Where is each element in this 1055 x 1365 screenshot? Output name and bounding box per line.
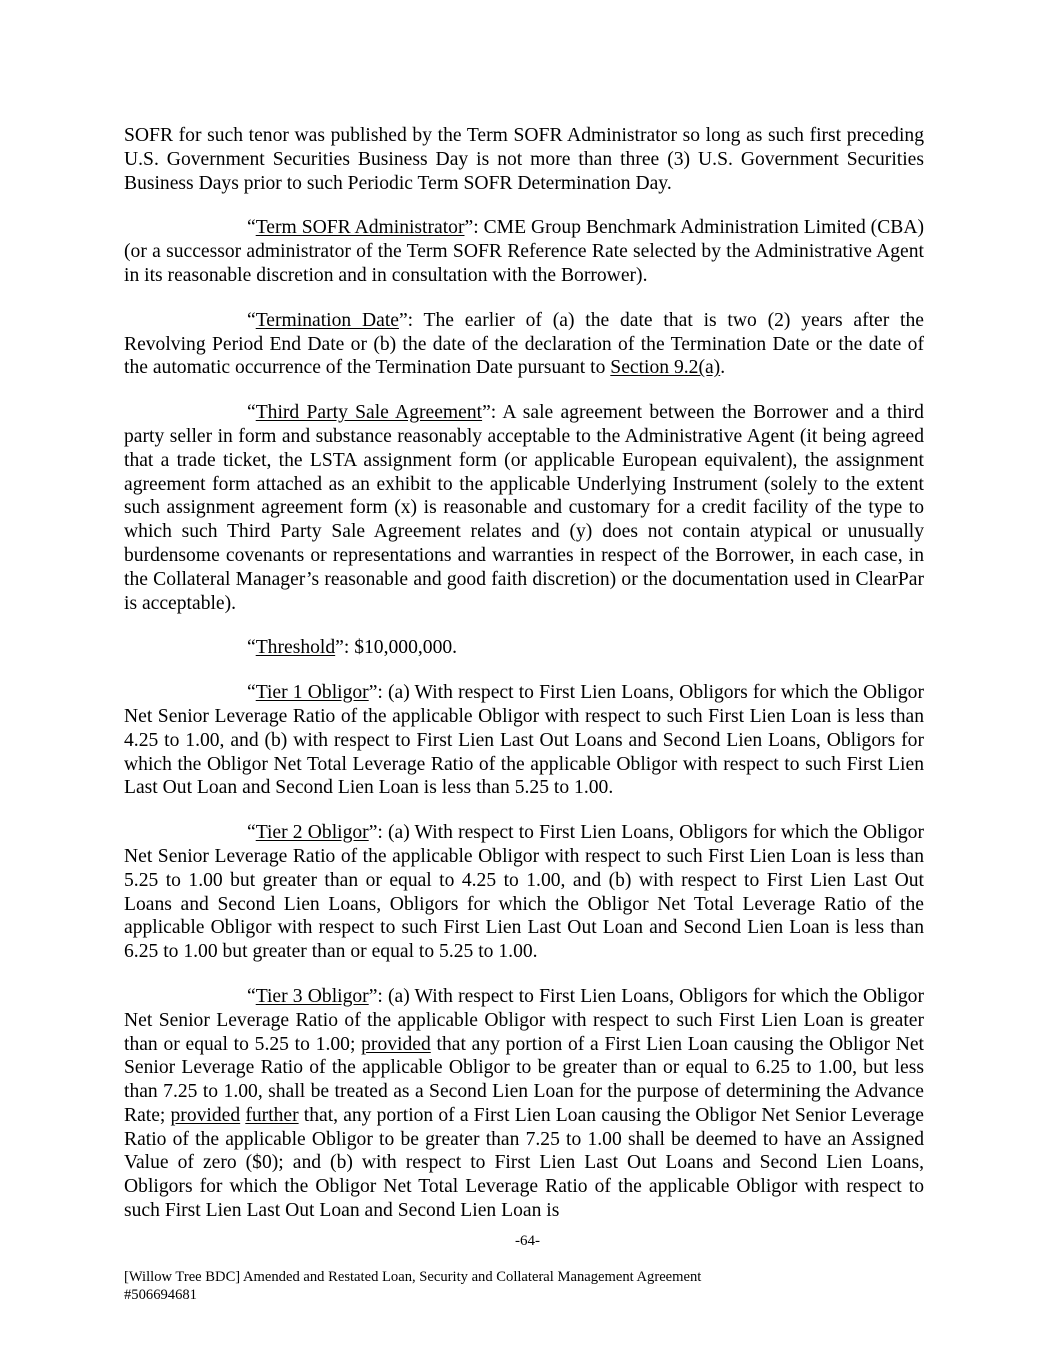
definition-term-sofr-administrator — [124, 216, 924, 287]
text-segment: ”: The earlier of (a) the date that is two (2) years after the Revolving Period End Date or (b) the date of the declaration of the Termination Date or the date of the automatic occurrence of the Termination Date pursuant to — [124, 309, 924, 379]
text-segment: ”: A sale agreement between the Borrower and a third party seller in form and substance reasonably acceptable to the Administrative Agent (it being agreed that a trade ticket, the LSTA assignment form (or applicable European equivalent), the assignment agreement form attached as an exhibit to the applicable Underlying Instrument (solely to the extent such assignment agreement form (x) is reasonable and customary for a credit facility of the type to which such Third Party Sale Agreement relates and (y) does not contain atypical or unusually burdensome covenants or representations and warranties in respect of the Borrower, in each case, in the Collateral Manager’s reasonable and good faith discretion) or the documentation used in ClearPar is acceptable). — [124, 402, 924, 614]
text-segment: “ — [247, 822, 256, 844]
text-segment: ”: $10,000,000. — [335, 637, 458, 659]
text-segment: “ — [247, 217, 256, 239]
text-segment: . — [720, 357, 726, 379]
text-segment: ”: (a) With respect to First Lien Loans, Obligors for which the Obligor Net Senior Leverage Ratio of the applicable Obligor with respect to such First Lien Loan is greater than or equal to 5.25 to 1.00; — [124, 985, 924, 1055]
definition-threshold — [124, 636, 924, 660]
document-footer — [124, 1268, 924, 1304]
emphasis-provided: provided — [361, 1033, 431, 1055]
footer-title: [Willow Tree BDC] Amended and Restated Loan, Security and Collateral Management Agreement — [124, 1269, 702, 1285]
text-segment: that any portion of a First Lien Loan causing the Obligor Net Senior Leverage Ratio of the applicable Obligor to be greater than or equal to 6.25 to 1.00, but less than 7.25 to 1.00, shall be treated as a Second Lien Loan for the purpose of determining the Advance Rate; — [124, 1033, 924, 1126]
text-segment: “ — [247, 682, 256, 704]
paragraph-sofr-continuation — [124, 124, 924, 195]
emphasis-provided: provided — [170, 1104, 241, 1126]
section-reference: Section 9.2(a) — [610, 357, 721, 379]
emphasis-further: further — [245, 1104, 299, 1126]
text-segment: ”: (a) With respect to First Lien Loans, Obligors for which the Obligor Net Senior Leverage Ratio of the applicable Obligor with respect to such First Lien Loan is less than 5.25 to 1.00 but greater than or equal to 4.25 to 1.00, and (b) with respect to First Lien Last Out Loans and Second Lien Loans, Obligors for which the Obligor Net Total Leverage Ratio of the applicable Obligor with respect to such First Lien Last Out Loan and Second Lien Loan is less than 6.25 to 1.00 but greater than or equal to 5.25 to 1.00. — [124, 822, 924, 963]
definition-termination-date — [124, 309, 924, 380]
definition-tier-3-obligor — [124, 985, 924, 1223]
defined-term: Termination Date — [255, 309, 399, 331]
text-segment: that, any portion of a First Lien Loan causing the Obligor Net Senior Leverage Ratio of the applicable Obligor to be greater than 7.25 to 1.00 shall be deemed to have an Assigned Value of zero ($0); and (b) with respect to First Lien Last Out Loans and Second Lien Loans, Obligors for which the Obligor Net Total Leverage Ratio of the applicable Obligor with respect to such First Lien Last Out Loan and Second Lien Loan is — [124, 1104, 924, 1222]
definition-tier-2-obligor — [124, 821, 924, 964]
text-segment: “ — [247, 985, 256, 1007]
text-segment: “ — [247, 309, 256, 331]
page-number: -64- — [515, 1233, 540, 1249]
text-segment: “ — [247, 402, 256, 424]
defined-term: Term SOFR Administrator — [255, 217, 465, 239]
definition-third-party-sale-agreement — [124, 401, 924, 615]
defined-term: Tier 2 Obligor — [255, 822, 369, 844]
text-segment: ”: CME Group Benchmark Administration Limited (CBA) (or a successor administrator of the Term SOFR Reference Rate selected by the Administrative Agent in its reasonable discretion and in consultation with the Borrower). — [124, 217, 925, 286]
defined-term: Tier 3 Obligor — [255, 985, 369, 1007]
text-segment: ”: (a) With respect to First Lien Loans, Obligors for which the Obligor Net Senior Leverage Ratio of the applicable Obligor with respect to such First Lien Loan is less than 4.25 to 1.00, and (b) with respect to First Lien Last Out Loans and Second Lien Loans, Obligors for which the Obligor Net Total Leverage Ratio of the applicable Obligor with respect to such First Lien Last Out Loan and Second Lien Loan is less than 5.25 to 1.00. — [124, 682, 924, 799]
text-segment: “ — [247, 637, 256, 659]
footer-document-id: #506694681 — [124, 1287, 197, 1303]
defined-term: Threshold — [255, 637, 336, 659]
definition-tier-1-obligor — [124, 681, 924, 800]
defined-term: Third Party Sale Agreement — [255, 402, 483, 424]
defined-term: Tier 1 Obligor — [255, 682, 369, 704]
text-segment: SOFR for such tenor was published by the Term SOFR Administrator so long as such first preceding U.S. Government Securities Business Day is not more than three (3) U.S. Government Securities Business Days prior to such Periodic Term SOFR Determination Day. — [124, 125, 924, 194]
document-body — [124, 124, 924, 1244]
